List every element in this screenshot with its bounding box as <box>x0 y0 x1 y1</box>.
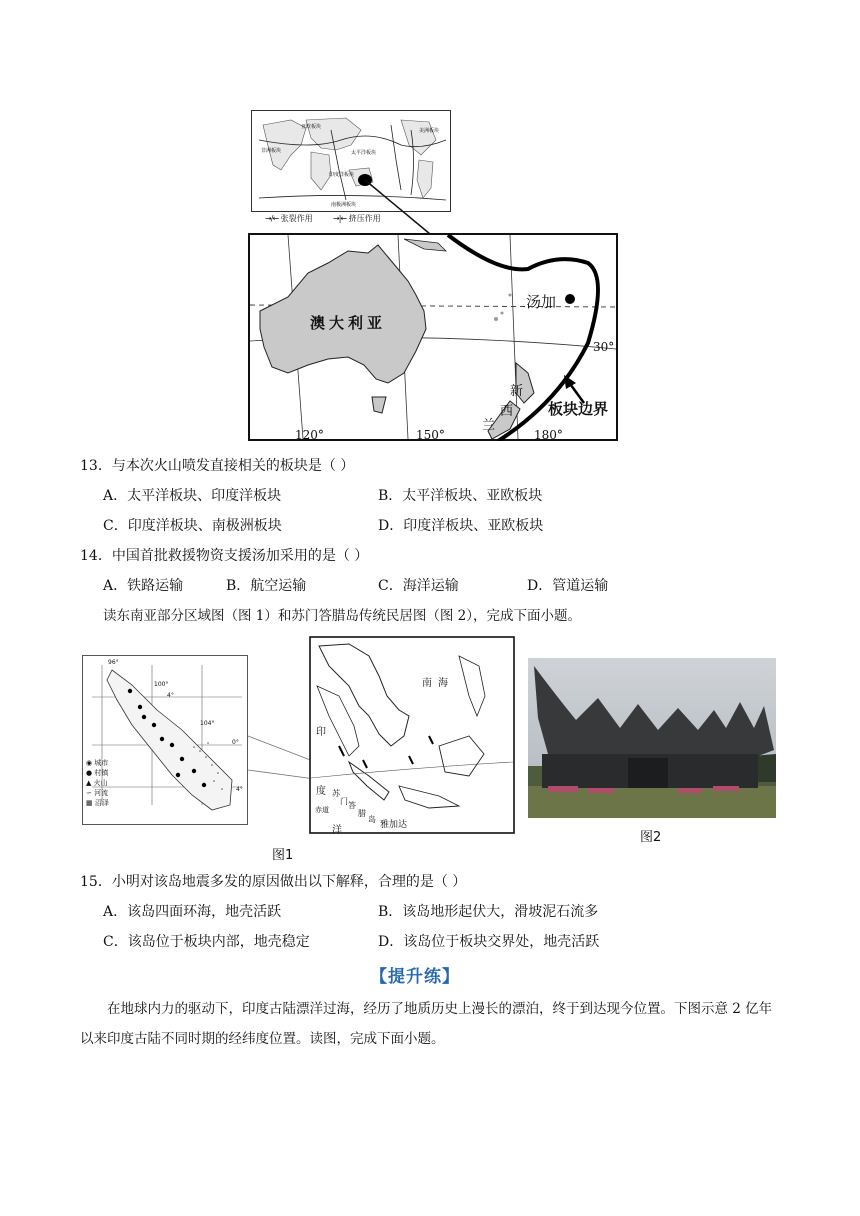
fig1-legend: ◉ 城市 ● 村镇 ▲ 火山 ∽ 河流 ▦ 沼泽 <box>86 759 109 807</box>
label-jakarta: 雅加达 <box>380 820 408 830</box>
legend-river: 河流 <box>94 789 109 797</box>
q15-option-a[interactable]: A．该岛四面环海，地壳活跃 <box>103 904 282 920</box>
question-15-stem: 15．小明对该岛地震多发的原因做出以下解释，合理的是（ ） <box>80 874 467 890</box>
label-su: 苏 <box>332 789 340 798</box>
fig1-coord-100: 100° <box>154 681 169 688</box>
label-yin: 印 <box>316 727 326 738</box>
label-nz-2: 西 <box>500 404 514 419</box>
final-paragraph: 在地球内力的驱动下，印度古陆漂洋过海，经历了地质历史上漫长的漂泊，终于到达现今位置。下图示意 2 亿年以来印度古陆不同时期的经纬度位置。读图，完成下面小题。 <box>80 1001 773 1047</box>
legend-stretch: 张裂作用 <box>280 214 313 223</box>
question-14-stem: 14．中国首批救援物资支援汤加采用的是（ ） <box>80 548 369 564</box>
q14-option-d[interactable]: D．管道运输 <box>527 578 609 594</box>
legend-volcano: 火山 <box>93 779 108 787</box>
fig1-coord-96: 96° <box>108 659 119 666</box>
map1-figure <box>245 108 620 443</box>
fig1-coord-104: 104° <box>200 720 215 727</box>
inset-label-antarctic: 南极洲板块 <box>331 202 357 208</box>
legend-swamp: 沼泽 <box>94 799 109 807</box>
q14-option-a[interactable]: A．铁路运输 <box>103 578 184 594</box>
inset-label-pacific: 太平洋板块 <box>351 150 377 156</box>
q15-option-c[interactable]: C．该岛位于板块内部，地壳稳定 <box>103 934 310 950</box>
label-dao: 岛 <box>368 815 376 824</box>
traditional-house-photo <box>528 658 776 818</box>
inset-label-indian: 印度洋板块 <box>329 172 355 178</box>
q13-option-a[interactable]: A．太平洋板块、印度洋板块 <box>103 488 282 504</box>
q15-option-d[interactable]: D．该岛位于板块交界处，地壳活跃 <box>378 934 600 950</box>
fig1-coord-4n: 4° <box>167 692 174 699</box>
fig1-coord-4s: 4° <box>236 786 243 793</box>
inset-legend: →/← 张裂作用 →|← 挤压作用 <box>265 214 381 223</box>
q14-option-b[interactable]: B．航空运输 <box>226 578 307 594</box>
q14-option-c[interactable]: C．海洋运输 <box>378 578 459 594</box>
label-nan: 南 <box>422 678 432 689</box>
fig1-coord-0: 0° <box>232 739 239 746</box>
label-men: 门 <box>340 797 348 806</box>
fig1-figure <box>82 636 518 861</box>
label-lat-30: 30° <box>593 340 615 354</box>
inset-label-eurasia: 亚欧板块 <box>301 124 322 130</box>
label-da: 答 <box>348 801 356 810</box>
label-lon-120: 120° <box>295 428 324 442</box>
label-chidao: 赤道 <box>315 806 329 814</box>
inset-label-africa: 非洲板块 <box>261 148 282 154</box>
legend-town: 村镇 <box>94 769 109 777</box>
intro-text: 读东南亚部分区域图（图 1）和苏门答腊岛传统民居图（图 2），完成下面小题。 <box>103 608 582 624</box>
label-lon-150: 150° <box>416 428 445 442</box>
legend-city: 城市 <box>94 759 109 767</box>
label-australia: 澳大利亚 <box>310 314 387 332</box>
label-yang: 洋 <box>332 825 342 836</box>
section-title: 【提升练】 <box>370 967 460 987</box>
label-lon-180: 180° <box>534 428 563 442</box>
fig2-caption: 图2 <box>640 830 662 845</box>
q15-option-b[interactable]: B．该岛地形起伏大，滑坡泥石流多 <box>378 904 599 920</box>
label-hai: 海 <box>438 678 448 689</box>
inset-label-america: 美洲板块 <box>419 128 440 134</box>
fig1-caption: 图1 <box>272 848 294 863</box>
question-13-stem: 13．与本次火山喷发直接相关的板块是（ ） <box>80 458 355 474</box>
label-tonga: 汤加 <box>526 293 557 311</box>
q13-option-c[interactable]: C．印度洋板块、南极洲板块 <box>103 518 282 534</box>
legend-compress: 挤压作用 <box>348 214 381 223</box>
label-plate-boundary: 板块边界 <box>548 400 609 418</box>
label-la: 腊 <box>358 809 366 818</box>
label-nz-1: 新 <box>510 384 524 399</box>
q13-option-d[interactable]: D．印度洋板块、亚欧板块 <box>378 518 544 534</box>
label-nz-3: 兰 <box>482 418 496 433</box>
q13-option-b[interactable]: B．太平洋板块、亚欧板块 <box>378 488 543 504</box>
label-du: 度 <box>316 786 326 797</box>
